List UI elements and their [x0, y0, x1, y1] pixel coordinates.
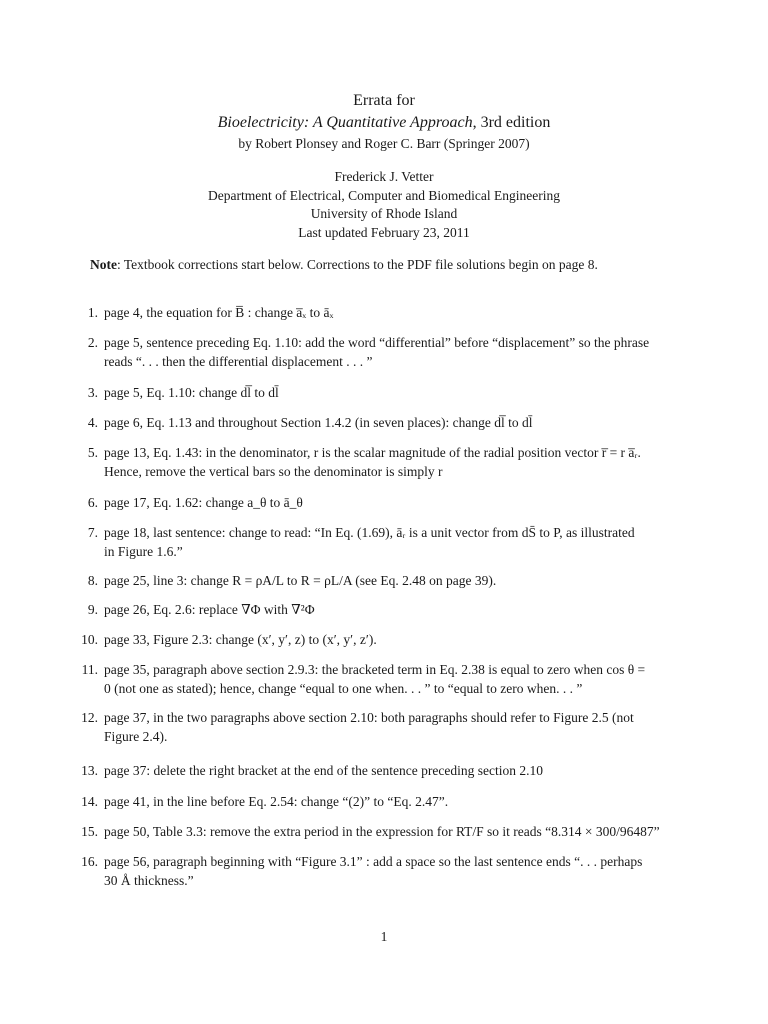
errata-item-text — [104, 523, 704, 561]
errata-item-number: 11. — [81, 662, 98, 677]
errata-item-number: 8. — [87, 573, 98, 588]
errata-item-number: 10. — [81, 632, 98, 647]
errata-item-line: page 33, Figure 2.3: change (x′, y′, z) to (x′, y′, z′). — [104, 632, 377, 647]
page-number: 1 — [380, 929, 388, 944]
errata-item-line: 0 (not one as stated); hence, change “equal to one when. . . ” to “equal to zero when. . . ” — [104, 681, 583, 696]
errata-item-number: 13. — [81, 763, 98, 778]
book-authors: by Robert Plonsey and Roger C. Barr (Springer 2007) — [238, 136, 530, 151]
errata-item-number: 9. — [87, 602, 98, 617]
errata-item-text — [104, 761, 704, 780]
errata-item-text — [104, 822, 704, 841]
errata-item-line: in Figure 1.6.” — [104, 544, 183, 559]
errata-item-line: page 56, paragraph beginning with “Figure 3.1” : add a space so the last sentence ends “. . . perhaps — [104, 854, 643, 869]
note-text: : Textbook corrections start below. Corrections to the PDF file solutions begin on page 8. — [117, 257, 598, 272]
document-heading: Errata for — [353, 92, 415, 109]
last-updated: Last updated February 23, 2011 — [298, 224, 470, 240]
errata-item-number: 5. — [87, 445, 98, 460]
errata-item-line: reads “. . . then the differential displacement . . . ” — [104, 354, 373, 369]
errata-item-number: 6. — [87, 495, 98, 510]
errata-item-line: page 13, Eq. 1.43: in the denominator, r is the scalar magnitude of the radial position vector r̅ = r a̅ᵣ. — [104, 445, 641, 460]
errata-item-number: 1. — [87, 305, 98, 320]
errata-item-text — [104, 383, 704, 402]
errata-item-text — [104, 493, 704, 512]
errata-item-line: page 26, Eq. 2.6: replace ∇Φ with ∇²Φ — [104, 602, 315, 617]
errata-item-number: 7. — [87, 525, 98, 540]
errata-item-text — [104, 600, 704, 619]
errata-item-text — [104, 303, 704, 322]
errata-item-text — [104, 630, 704, 649]
errata-item-line: page 4, the equation for B̅ : change a̅ₓ to āₓ — [104, 305, 334, 320]
errata-item-line: page 25, line 3: change R = ρA/L to R = ρL/A (see Eq. 2.48 on page 39). — [104, 573, 497, 588]
errata-item-text — [104, 708, 704, 746]
errata-item-text — [104, 792, 704, 811]
errata-item-line: page 50, Table 3.3: remove the extra period in the expression for RT/F so it reads “8.314 × 300/96487” — [104, 824, 660, 839]
errata-item-text — [104, 333, 704, 371]
errata-item-text — [104, 571, 704, 590]
errata-item-text — [104, 413, 704, 432]
errata-item-number: 3. — [87, 385, 98, 400]
errata-author-name: Frederick J. Vetter — [334, 169, 434, 184]
errata-item-text — [104, 443, 704, 481]
note-label: Note — [90, 257, 117, 272]
errata-item-number: 2. — [87, 335, 98, 350]
department-name: Department of Electrical, Computer and Biomedical Engineering — [207, 187, 560, 203]
errata-item-line: page 6, Eq. 1.13 and throughout Section 1.4.2 (in seven places): change dl̅ to dl̄ — [104, 415, 533, 430]
errata-item-number: 14. — [81, 794, 98, 809]
errata-item-line: page 18, last sentence: change to read: “In Eq. (1.69), āᵣ is a unit vector from dS̄ to P, as illustrated — [104, 525, 635, 540]
errata-item-line: Hence, remove the vertical bars so the denominator is simply r — [104, 464, 443, 479]
errata-item-line: page 41, in the line before Eq. 2.54: change “(2)” to “Eq. 2.47”. — [104, 794, 449, 809]
errata-item-line: page 37: delete the right bracket at the end of the sentence preceding section 2.10 — [104, 763, 543, 778]
errata-item-number: 4. — [87, 415, 98, 430]
errata-item-line: page 35, paragraph above section 2.9.3: the bracketed term in Eq. 2.38 is equal to zero when cos θ = — [104, 662, 646, 677]
errata-item-line: 30 Å thickness.” — [104, 873, 194, 888]
errata-item-line: page 5, Eq. 1.10: change dl̅ to dl̄ — [104, 385, 279, 400]
university-name: University of Rhode Island — [310, 206, 458, 221]
book-title: Bioelectricity: A Quantitative Approach — [217, 114, 473, 131]
errata-item-line: page 37, in the two paragraphs above section 2.10: both paragraphs should refer to Figure 2.5 (not — [104, 710, 634, 725]
errata-item-text — [104, 852, 704, 890]
errata-item-number: 12. — [81, 710, 98, 725]
errata-item-line: page 17, Eq. 1.62: change a_θ to ā_θ — [104, 495, 303, 510]
errata-item-number: 16. — [81, 854, 98, 869]
errata-item-number: 15. — [81, 824, 98, 839]
author-affiliation — [0, 168, 768, 242]
book-title-line — [0, 113, 768, 133]
errata-item-line: Figure 2.4). — [104, 729, 168, 744]
edition-label: , 3rd edition — [472, 114, 551, 131]
note-paragraph — [90, 256, 710, 273]
errata-item-text — [104, 660, 704, 698]
errata-item-line: page 5, sentence preceding Eq. 1.10: add the word “differential” before “displacement” so the phrase — [104, 335, 650, 350]
